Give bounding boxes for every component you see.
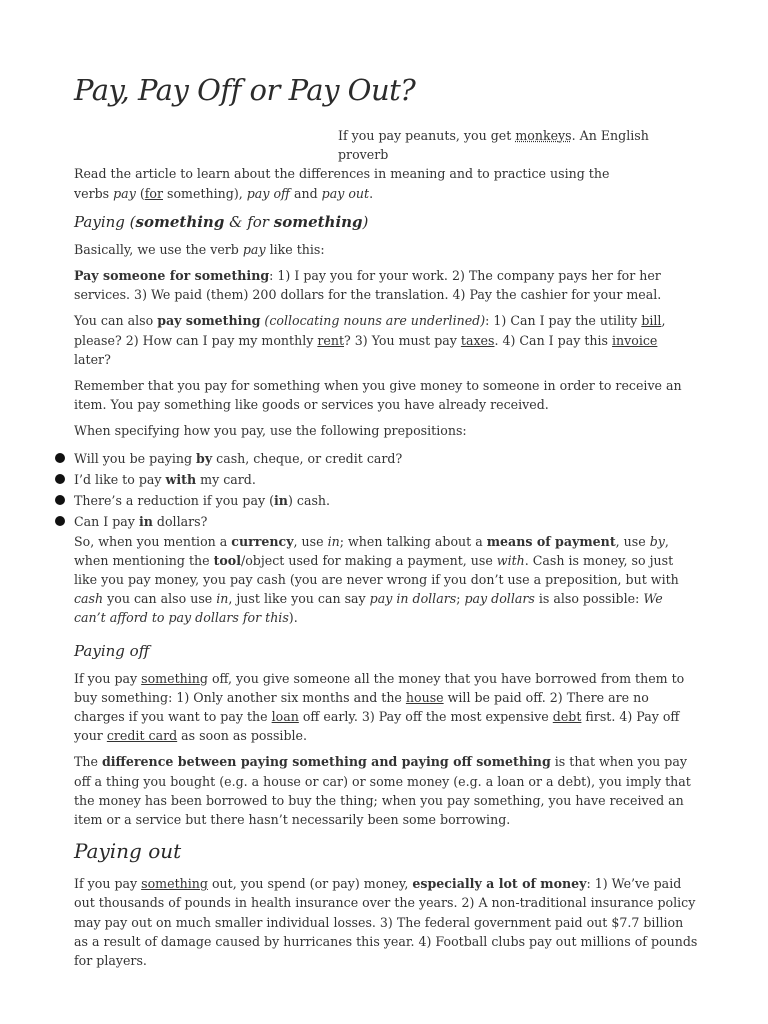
emphasis: in [327, 533, 340, 549]
paragraph-summary [74, 532, 698, 628]
bold-term: especially a lot of money [412, 876, 587, 892]
intro-pay-off: pay off [246, 185, 290, 201]
text: is also possible: [534, 591, 644, 607]
bold-term: difference between paying something and paying off something [101, 754, 551, 770]
emphasis: by [649, 533, 665, 549]
underlined-word: bill [641, 313, 662, 329]
list-item [74, 469, 698, 490]
paragraph-pay-someone [74, 266, 698, 304]
bold-term: in [274, 492, 288, 508]
emphasis: in [216, 591, 229, 607]
emphasis: pay [242, 241, 266, 257]
heading-bold: something [273, 212, 363, 231]
text: ). [288, 610, 298, 626]
bold-term: by [196, 450, 213, 466]
text: : 1) We’ve paid out thousands of pounds in health insurance over the years. 2) A non-traditional insurance policy may pay out on much smaller individual losses. 3) The federal government paid out $7.7 billion as a result of damage caused by hurricanes this year. 4) Football clubs pay out millions of pounds for players. [74, 876, 698, 969]
text: off, you give someone all the money that you have borrowed from them to buy something: 1) Only another six months and the [74, 670, 685, 705]
underlined-word: rent [317, 332, 345, 348]
underlined-word: something [141, 670, 208, 686]
text: You can also [74, 313, 158, 329]
text: out, you spend (or pay) money, [207, 876, 413, 892]
text: The [74, 754, 102, 770]
section-heading-paying-out: Paying out [74, 839, 182, 864]
text: Will you be paying [74, 450, 197, 466]
text: Basically, we use the verb [74, 241, 243, 257]
underlined-word: credit card [106, 728, 178, 744]
intro-line1: Read the article to learn about the differences in meaning and to practice using the [74, 166, 610, 182]
list-item [74, 511, 698, 532]
text: , when mentioning the [74, 533, 669, 568]
emphasis: cash [74, 591, 104, 607]
preposition-list [74, 448, 698, 532]
underlined-word: house [405, 689, 444, 705]
text: If you pay [74, 876, 142, 892]
text: , just like you can say [228, 591, 370, 607]
document-page [74, 70, 698, 977]
text: If you pay [74, 670, 142, 686]
text: off early. 3) Pay off the most expensive [298, 709, 553, 725]
heading-part: Paying ( [74, 212, 136, 231]
paragraph-paying-off [74, 669, 698, 746]
emphasis: We can’t afford to pay dollars for this [74, 591, 663, 626]
paragraph-difference [74, 752, 698, 829]
text: ; [456, 591, 465, 607]
intro-pay: pay [113, 185, 136, 201]
heading-part: & for [224, 212, 274, 231]
text: like this: [265, 241, 325, 257]
emphasis: pay in dollars [369, 591, 457, 607]
intro-and: and [289, 185, 322, 201]
text: . Cash is money, so just like you pay money, you pay cash (you are never wrong if you don’t use a preposition, but with [74, 552, 679, 588]
section-heading-paying [74, 211, 698, 233]
text: , please? 2) How can I pay my monthly [74, 313, 666, 348]
text: cash, cheque, or credit card? [212, 450, 403, 466]
text: as soon as possible. [177, 728, 308, 744]
bold-term: in [138, 513, 153, 529]
text: ) cash. [287, 492, 331, 508]
text: /object used for making a payment, use [240, 552, 497, 568]
list-item [74, 448, 698, 469]
quote-text-post: . An English proverb [338, 128, 649, 163]
text: is that when you pay off a thing you bought (e.g. a house or car) or some money (e.g. a loan or a debt), you imply that the money has been borrowed to buy the thing; when you pay something, you have received an item or a service but there hasn’t necessarily been some borrowing. [74, 754, 691, 828]
intro-paragraph [74, 164, 698, 202]
bold-term: with [165, 471, 197, 487]
text: . 4) Can I pay this [494, 332, 613, 348]
heading-bold: something [135, 212, 225, 231]
paragraph-prepositions-intro: When specifying how you pay, use the following prepositions: [74, 423, 467, 439]
text: : 1) I pay you for your work. 2) The company pays her for her services. 3) We paid (them) 200 dollars for the translation. 4) Pay the cashier for your meal. [74, 268, 662, 303]
paragraph-pay-something [74, 311, 698, 369]
bold-term: tool [213, 552, 241, 568]
paragraph-paying-out [74, 874, 698, 970]
text: ; when talking about a [339, 533, 487, 549]
text: So, when you mention a [74, 533, 232, 549]
text: I’d like to pay [74, 471, 166, 487]
text: Can I pay [74, 513, 139, 529]
text: , use [293, 533, 328, 549]
text: later? [74, 351, 111, 367]
paragraph-basically [74, 240, 698, 259]
quote-underlined-word: monkeys [515, 128, 572, 143]
intro-paren-open: ( [135, 185, 145, 201]
intro-pay-out: pay out [321, 185, 370, 201]
underlined-word: taxes [460, 332, 495, 348]
heading-part: ) [362, 212, 369, 231]
text: you can also use [103, 591, 217, 607]
text: There’s a reduction if you pay ( [74, 492, 275, 508]
intro-for: for [144, 185, 163, 201]
text: will be paid off. 2) There are no charges if you want to pay the [74, 689, 649, 725]
paragraph-remember: Remember that you pay for something when you give money to someone in order to receive an item. You pay something like goods or services you have already received. [74, 378, 682, 413]
underlined-word: debt [552, 709, 582, 725]
proverb-quote [338, 126, 698, 164]
text: : 1) Can I pay the utility [485, 313, 642, 329]
intro-verbs-prefix: verbs [74, 185, 114, 201]
bold-term: pay something [157, 313, 261, 329]
list-item [74, 490, 698, 511]
underlined-word: invoice [612, 332, 658, 348]
text: ? 3) You must pay [344, 332, 461, 348]
intro-period: . [369, 185, 374, 201]
emphasis: pay dollars [464, 591, 535, 607]
text: first. 4) Pay off your [74, 709, 680, 744]
text: , use [615, 533, 650, 549]
underlined-word: something [141, 876, 208, 892]
page-title: Pay, Pay Off or Pay Out? [74, 73, 416, 107]
emphasis: (collocating nouns are underlined) [260, 313, 486, 329]
intro-paren-rest: something), [163, 185, 247, 201]
bold-term: currency [231, 533, 294, 549]
bold-term: Pay someone for something [74, 268, 270, 284]
text: dollars? [152, 513, 208, 529]
section-heading-paying-off: Paying off [74, 641, 150, 660]
bold-term: means of payment [486, 533, 616, 549]
quote-text-pre: If you pay peanuts, you get [338, 128, 516, 143]
text: my card. [196, 471, 256, 487]
emphasis: with [496, 552, 525, 568]
underlined-word: loan [271, 709, 299, 725]
